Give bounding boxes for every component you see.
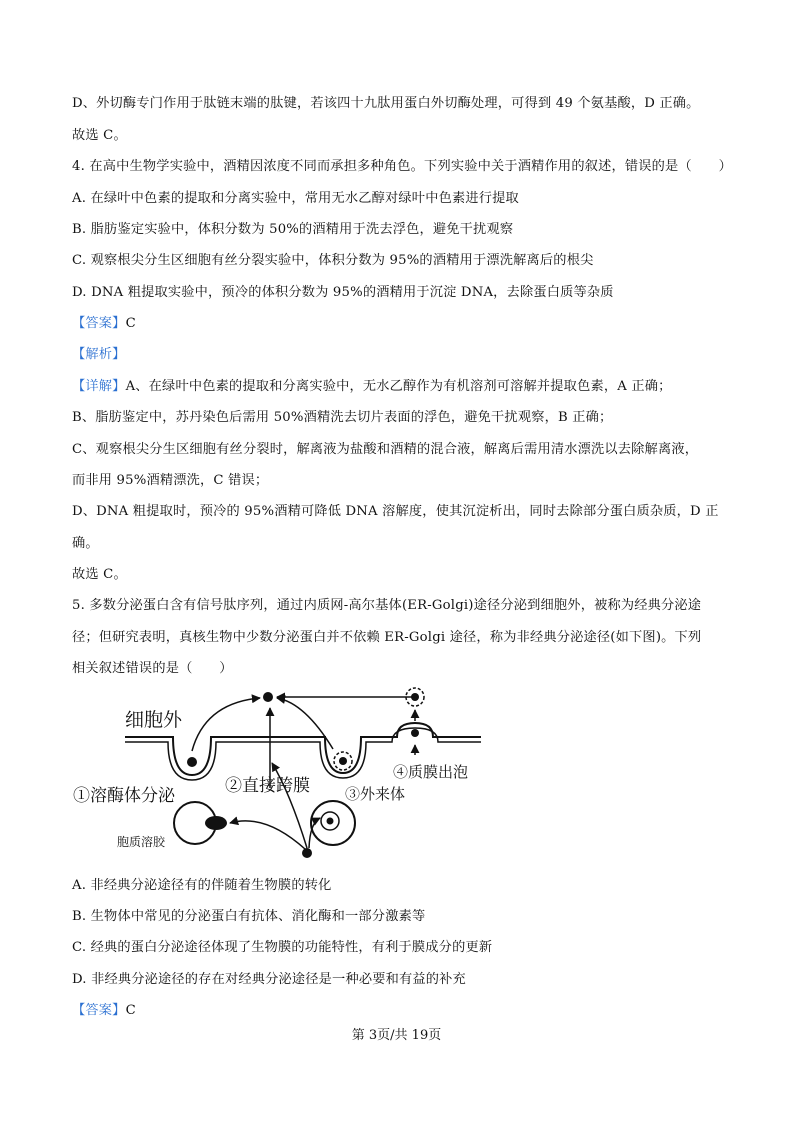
analysis-line xyxy=(72,345,126,365)
answer-line xyxy=(72,314,136,334)
question-5-stem: 径；但研究表明，真核生物中少数分泌蛋白并不依赖 ER-Golgi 途径，称为非经典分泌途径(如下图)。下列 xyxy=(72,630,702,645)
protein-dot xyxy=(339,757,347,765)
label-cytosol: 胞质溶胶 xyxy=(117,835,166,849)
answer-value: C xyxy=(125,1003,136,1018)
protein-dot xyxy=(327,818,334,825)
question-5-stem: 5. 多数分泌蛋白含有信号肽序列，通过内质网-高尔基体(ER-Golgi)途径分泌到细胞外，被称为经典分泌途 xyxy=(72,598,702,613)
label-exosome: ③外来体 xyxy=(345,785,406,803)
option-c: C. 经典的蛋白分泌途径体现了生物膜的功能特性，有利于膜成分的更新 xyxy=(72,940,493,955)
protein-source-dot xyxy=(302,848,312,858)
analysis-label: 【解析】 xyxy=(72,347,126,362)
label-lysosome-secretion: ①溶酶体分泌 xyxy=(73,786,175,806)
text-line: 确。 xyxy=(72,536,99,551)
answer-label: 【答案】 xyxy=(72,316,126,331)
option-b: B. 脂肪鉴定实验中，体积分数为 50%的酒精用于洗去浮色，避免干扰观察 xyxy=(72,222,514,237)
protein-cluster xyxy=(205,816,227,830)
text-line: 故选 C。 xyxy=(72,567,127,582)
option-a: A. 在绿叶中色素的提取和分离实验中，常用无水乙醇对绿叶中色素进行提取 xyxy=(72,191,519,206)
endosome xyxy=(311,801,355,845)
label-membrane-blebbing: ④质膜出泡 xyxy=(393,763,469,781)
text-line: D、外切酶专门作用于肽链末端的肽键，若该四十九肽用蛋白外切酶处理，可得到 49 个氨基酸，D 正确。 xyxy=(72,96,700,111)
answer-value: C xyxy=(125,316,136,331)
answer-label: 【答案】 xyxy=(72,1003,126,1018)
protein-dot xyxy=(263,692,273,702)
text-line: 故选 C。 xyxy=(72,128,127,143)
detail-text: A、在绿叶中色素的提取和分离实验中，无水乙醇作为有机溶剂可溶解并提取色素，A 正确； xyxy=(125,379,672,394)
text-line: B、脂肪鉴定中，苏丹染色后需用 50%酒精洗去切片表面的浮色，避免干扰观察，B 正确； xyxy=(72,410,613,425)
page-footer: 第 3页/共 19页 xyxy=(351,1028,442,1043)
option-d: D. 非经典分泌途径的存在对经典分泌途径是一种必要和有益的补充 xyxy=(72,972,466,987)
option-a: A. 非经典分泌途径有的伴随着生物膜的转化 xyxy=(72,878,332,893)
label-outside: 细胞外 xyxy=(125,709,183,731)
arrow xyxy=(230,821,305,849)
answer-line xyxy=(72,1001,136,1021)
protein-dot xyxy=(187,757,197,767)
text-line: D、DNA 粗提取时，预冷的 95%酒精可降低 DNA 溶解度，使其沉淀析出，同时去除部分蛋白质杂质，D 正 xyxy=(72,504,719,519)
option-b: B. 生物体中常见的分泌蛋白有抗体、消化酶和一部分激素等 xyxy=(72,909,426,924)
secretion-pathway-diagram xyxy=(73,683,485,863)
question-4-stem: 4. 在高中生物学实验中，酒精因浓度不同而承担多种角色。下列实验中关于酒精作用的叙述，错误的是（ ） xyxy=(72,159,732,174)
label-direct-translocation: ②直接跨膜 xyxy=(225,776,310,796)
option-d: D. DNA 粗提取实验中，预冷的体积分数为 95%的酒精用于沉淀 DNA，去除蛋白质等杂质 xyxy=(72,285,614,300)
text-line: C、观察根尖分生区细胞有丝分裂时，解离液为盐酸和酒精的混合液，解离后需用清水漂洗以去除解离液， xyxy=(72,442,699,457)
detail-line xyxy=(72,377,672,397)
question-5-stem: 相关叙述错误的是（ ） xyxy=(72,661,233,676)
protein-dot xyxy=(411,729,419,737)
arrow xyxy=(192,698,260,751)
option-c: C. 观察根尖分生区细胞有丝分裂实验中，体积分数为 95%的酒精用于漂洗解离后的根尖 xyxy=(72,253,594,268)
detail-label: 【详解】 xyxy=(72,379,126,394)
text-line: 而非用 95%酒精漂洗，C 错误； xyxy=(72,473,269,488)
